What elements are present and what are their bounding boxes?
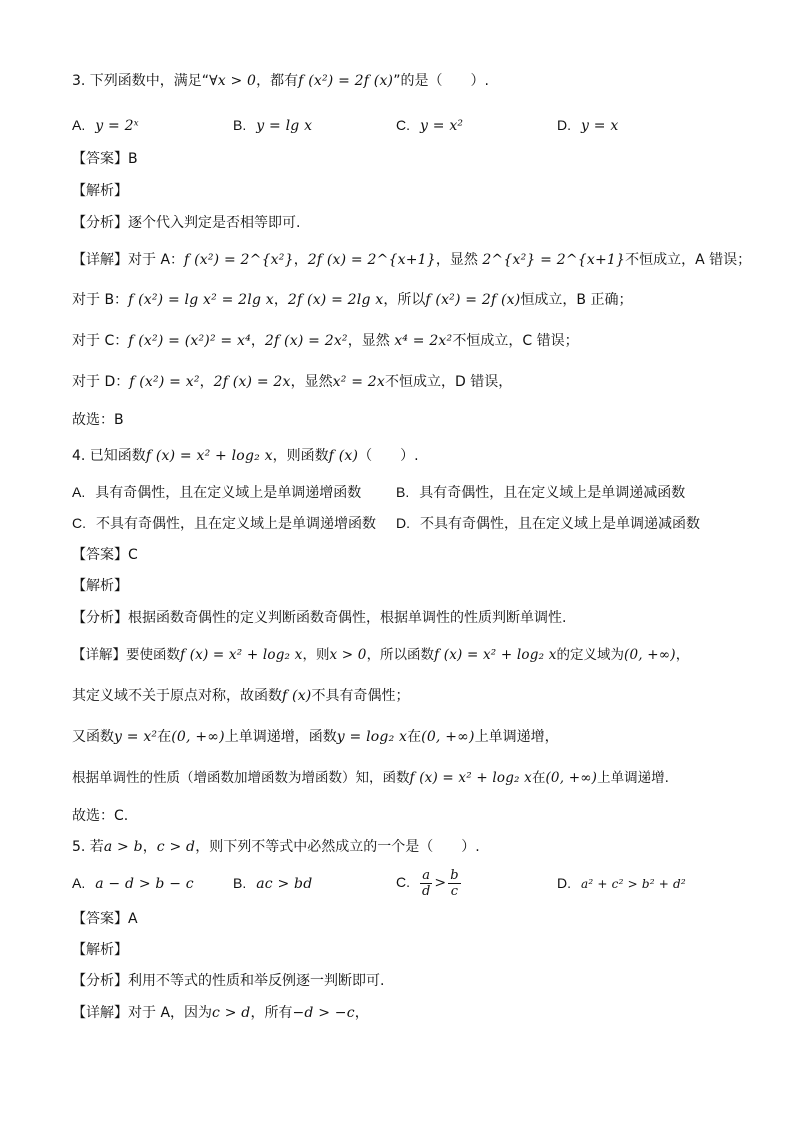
q3-detail-line-a [72,250,751,270]
text-run: 对于 C： [72,333,129,349]
q5-stem-part: ，则下列不等式中必然成立的一个是（ ）. [195,839,480,855]
option-math: y = lg x [256,118,313,134]
text-run: ， [199,374,214,390]
text-run: 【分析】根据函数奇偶性的定义判断函数奇偶性，根据单调性的性质判断单调性. [72,610,567,626]
math-run: f (x) = x² + log₂ x [180,647,303,663]
q4-stem [72,446,419,466]
q3-option-d [557,115,618,136]
text-run: 【详解】要使函数 [72,647,180,663]
text-run: 根据单调性的性质（增函数加增函数为增函数）知，函数 [72,770,410,786]
text-run: 对于 D： [72,374,130,390]
math-run: f (x) [282,688,312,704]
math-run: (0, +∞) [624,647,676,663]
q4-stem-part: ，则函数 [272,448,329,464]
option-label: B. [396,484,410,500]
option-label: C. [396,117,410,133]
math-run: x² = 2x [332,374,385,390]
option-label: D. [557,117,571,133]
math-run: 2f (x) = 2^{x+1} [307,252,436,268]
math-run: f (x²) = lg x² = 2lg x [128,292,274,308]
text-run: ， [675,647,690,663]
q5-analysis-header: 【解析】 [72,942,128,958]
q4-analysis-header: 【解析】 [72,578,128,594]
q3-analysis-header: 【解析】 [72,183,128,199]
q3-option-c [396,115,463,136]
q4-stem-math: f (x) = x² + log₂ x [145,448,273,464]
option-label: A. [72,875,86,891]
numerator: a [420,868,432,884]
q5-analysis-line [72,971,384,991]
q4-stem-math: f (x) [328,448,359,464]
denominator: c [450,883,459,899]
text-run: 上单调递增. [597,770,669,786]
q4-option-b [396,482,685,503]
option-label: D. [396,515,410,531]
text-run: ，所以函数 [366,647,435,663]
text-run: ，显然 [290,374,333,390]
math-run: (0, +∞) [421,729,475,745]
option-math: ac > bd [256,876,313,892]
fraction-a-over-d [420,868,432,899]
q5-answer: 【答案】A [72,911,138,927]
text-run: ， [293,252,308,268]
option-text: 具有奇偶性，且在定义域上是单调递增函数 [95,485,362,501]
option-label: B. [233,875,247,891]
q5-option-c [396,865,461,900]
text-run: 在 [407,729,422,745]
text-run: ， [250,333,265,349]
option-text: 不具有奇偶性，且在定义域上是单调递减函数 [420,516,700,532]
numerator: b [450,867,459,883]
text-run: 不具有奇偶性； [311,688,410,704]
q5-detail-line [72,1003,369,1023]
q3-stem-math: f (x²) = 2f (x) [298,73,394,89]
text-run: 在 [157,729,172,745]
math-run: x > 0 [329,647,367,663]
text-run: 在 [531,770,546,786]
option-math: a² + c² > b² + d² [581,877,686,891]
q4-option-d [396,513,700,534]
option-math: y = 2ˣ [95,118,139,134]
option-label: C. [396,874,410,890]
fraction-b-over-c [448,868,460,899]
text-run: 不恒成立，C 错误； [452,333,579,349]
option-label: B. [233,117,247,133]
text-run: 【详解】对于 A，因为 [72,1005,213,1021]
q3-option-b [233,115,312,136]
text-run: 恒成立，B 正确； [520,292,633,308]
text-run: 对于 B： [72,292,129,308]
text-run: ， [273,292,288,308]
q3-stem-part: 3. 下列函数中，满足“ [72,73,210,89]
q4-stem-part: 4. 已知函数 [72,448,146,464]
text-run: 【详解】对于 A： [72,252,185,268]
text-run: 上单调递增，函数 [224,729,337,745]
text-run: ，则 [302,647,330,663]
q3-conclusion [72,410,124,430]
math-run: y = log₂ x [336,729,408,745]
q5-stem-part: 5. 若 [72,839,104,855]
math-run: (0, +∞) [171,729,225,745]
q4-detail-line-1 [72,645,689,665]
math-run: f (x) = x² + log₂ x [409,770,532,786]
q3-answer: 【答案】B [72,151,138,167]
q4-option-a [72,482,361,503]
text-run: ，所有 [250,1005,293,1021]
math-run: 2f (x) = 2x [213,374,291,390]
q4-option-c [72,513,376,534]
option-label: A. [72,117,86,133]
math-run: f (x²) = x² [129,374,200,390]
text-run: ， [354,1005,369,1021]
q4-conclusion [72,806,128,826]
math-run: x⁴ = 2x² [394,333,453,349]
option-text: 不具有奇偶性，且在定义域上是单调递增函数 [96,516,376,532]
q3-stem-part: ，都有 [256,73,299,89]
q4-analysis-line [72,608,566,628]
text-run: 不恒成立，A 错误； [625,252,752,268]
option-label: D. [557,875,571,891]
text-run: ，显然 [435,252,483,268]
q5-stem-math: c > d [156,839,196,855]
q4-detail-line-3 [72,727,559,747]
q4-answer: 【答案】C [72,547,138,563]
q3-detail-line-c [72,331,579,351]
text-run: ，显然 [347,333,395,349]
math-run: f (x) = x² + log₂ x [434,647,557,663]
q4-stem-part: （ ）. [358,448,419,464]
option-label: A. [72,484,86,500]
math-run: 2^{x²} = 2^{x+1} [482,252,626,268]
q3-detail-line-d [72,372,512,392]
math-run: 2f (x) = 2lg x [287,292,384,308]
q5-stem-part: ， [142,839,157,855]
q5-option-a [72,873,194,894]
relation: > [434,875,447,891]
text-run: ，所以 [383,292,426,308]
math-run: c > d [212,1005,251,1021]
text-run: 不恒成立，D 错误， [384,374,513,390]
q4-detail-line-2 [72,686,409,706]
math-run: y = x² [114,729,158,745]
math-run: f (x²) = (x²)² = x⁴ [128,333,251,349]
text-run: 故选：C. [72,808,129,824]
text-run: 上单调递增， [474,729,559,745]
text-run: 【分析】逐个代入判定是否相等即可. [72,215,301,231]
text-run: 又函数 [72,729,114,745]
q3-analysis-line [72,213,300,233]
q5-stem [72,837,480,857]
denominator: d [422,883,431,899]
math-run: f (x²) = 2f (x) [425,292,521,308]
q3-stem-part: ”的是（ ）. [393,73,489,89]
q5-option-b [233,873,312,894]
text-run: 【分析】利用不等式的性质和举反例逐一判断即可. [72,973,385,989]
math-run: f (x²) = 2^{x²} [184,252,294,268]
option-math: y = x [581,118,619,134]
q3-stem [72,71,489,91]
text-run: 其定义域不关于原点对称，故函数 [72,688,282,704]
q5-option-d [557,873,686,894]
option-text: 具有奇偶性，且在定义域上是单调递减函数 [419,485,686,501]
option-label: C. [72,515,86,531]
q3-stem-math: ∀x > 0 [209,73,257,89]
text-run: 的定义域为 [556,647,625,663]
math-run: (0, +∞) [545,770,598,786]
option-math: y = x² [420,118,464,134]
option-math: a − d > b − c [95,876,194,892]
math-run: −d > −c [292,1005,355,1021]
text-run: 故选：B [72,412,124,428]
math-run: 2f (x) = 2x² [264,333,348,349]
q3-option-a [72,115,139,136]
q4-detail-line-4 [72,768,669,788]
q3-detail-line-b [72,290,633,310]
q5-stem-math: a > b [103,839,143,855]
